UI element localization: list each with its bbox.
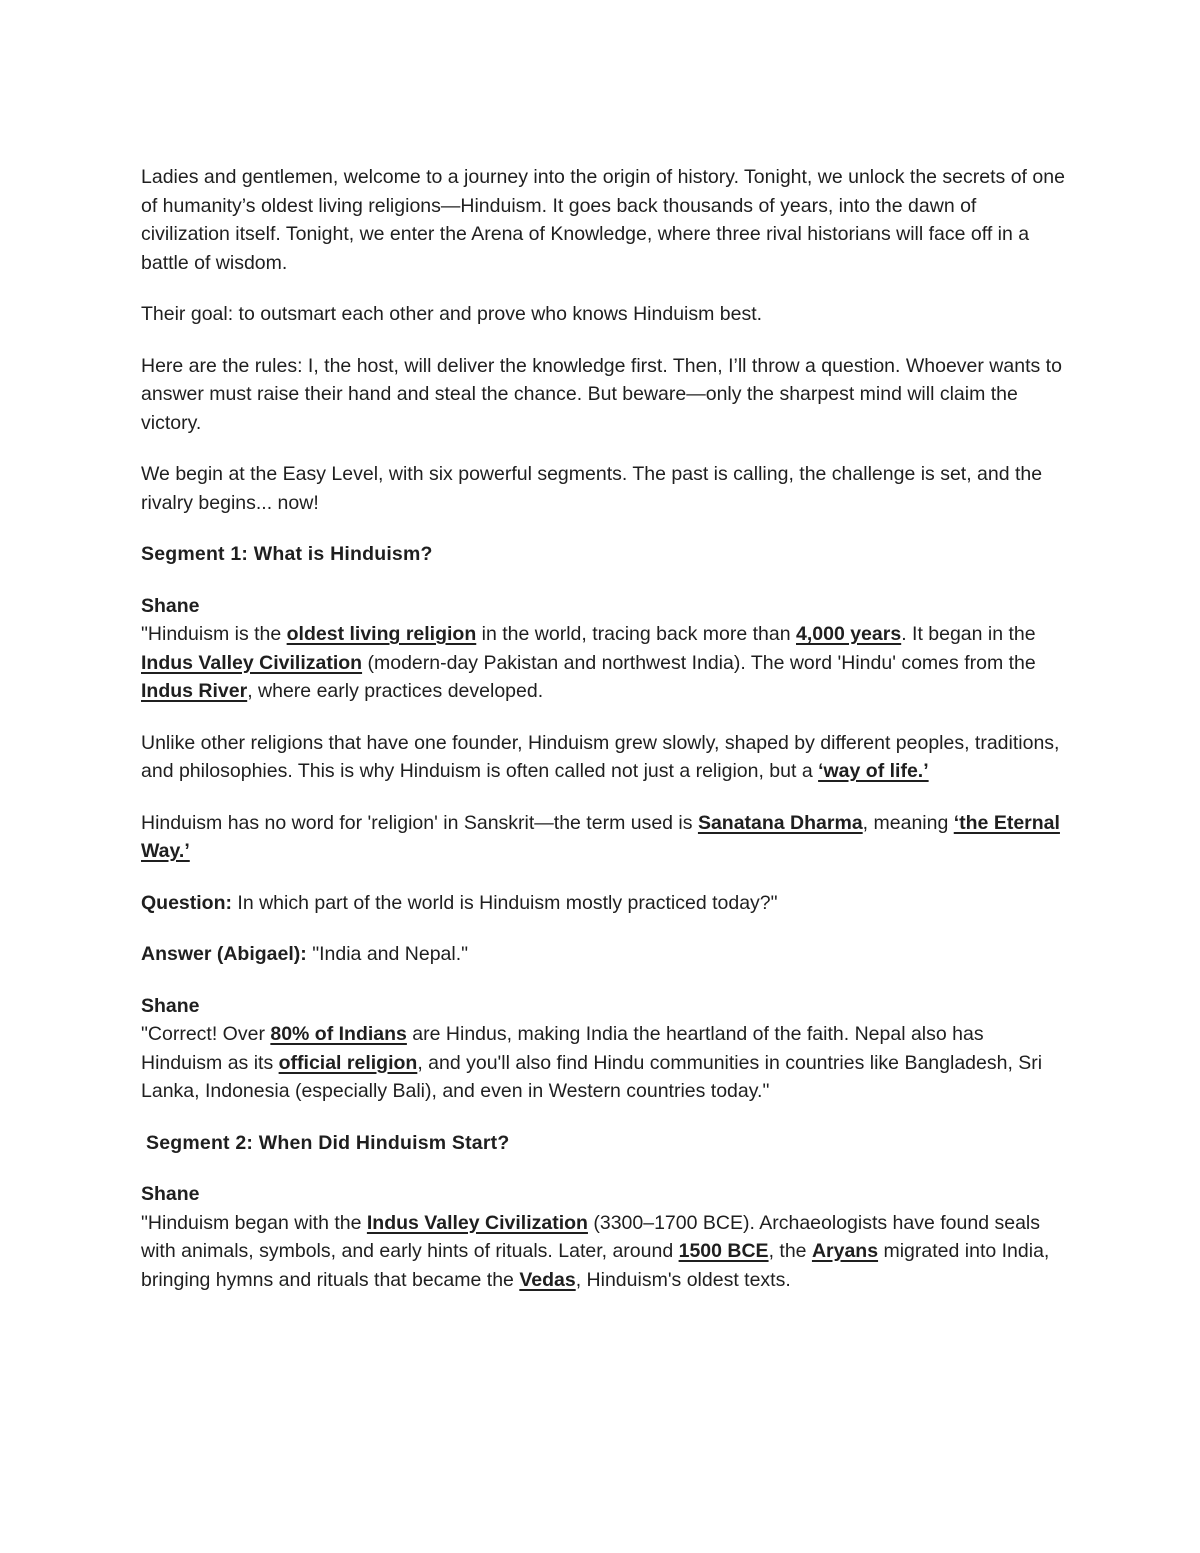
text-run: , and you'll also find Hindu communities in countries like Bangladesh, Sri Lanka, Indonesia (especially Bali), and even in Western countries today." — [141, 1051, 1043, 1102]
keyword: Indus Valley Civilization — [366, 1211, 588, 1234]
segment-1-sanatana-dharma — [141, 809, 1066, 866]
text-run: , Hinduism's oldest texts. — [575, 1268, 791, 1291]
text-run: in the world, tracing back more than — [476, 623, 796, 645]
intro-paragraph-2: Their goal: to outsmart each other and prove who knows Hinduism best. — [141, 303, 763, 325]
text-run: , meaning — [862, 811, 954, 834]
intro-paragraph-4: We begin at the Easy Level, with six powerful segments. The past is calling, the challenge is set, and the rivalry begins... now! — [141, 463, 1043, 514]
keyword: Sanatana Dharma — [697, 811, 863, 834]
question-label: Question: — [141, 891, 232, 914]
keyword: 80% of Indians — [270, 1023, 407, 1045]
keyword: Vedas — [519, 1268, 576, 1291]
text-run: are Hindus, making India the heartland of the faith. Nepal also has Hinduism as its — [141, 1023, 984, 1074]
segment-1-way-of-life — [141, 729, 1066, 786]
intro-paragraph-1: Ladies and gentlemen, welcome to a journey into the origin of history. Tonight, we unlock the secrets of one of humanity’s oldest living religions—Hinduism. It goes back thousands of years, into the dawn of civilization itself. Tonight, we enter the Arena of Knowledge, where three rival historians will face off in a battle of wisdom. — [141, 166, 1065, 274]
segment-1-question — [141, 889, 1066, 918]
segment-1-shane-intro — [141, 592, 1066, 706]
keyword: Indus River — [141, 680, 248, 702]
text-run: , the — [768, 1240, 812, 1262]
segment-2-heading: Segment 2: When Did Hinduism Start? — [146, 1131, 510, 1154]
keyword: official religion — [278, 1051, 418, 1074]
segment-1-shane-response — [141, 992, 1066, 1106]
keyword: Indus Valley Civilization — [141, 651, 363, 674]
speaker-name: Shane — [141, 594, 200, 617]
segment-1-answer — [141, 940, 1066, 969]
text-run: Unlike other religions that have one founder, Hinduism grew slowly, shaped by different peoples, traditions, and philosophies. This is why Hinduism is often called not just a religion, but a — [141, 731, 1060, 782]
text-run: (modern-day Pakistan and northwest India). The word 'Hindu' comes from the — [362, 651, 1036, 674]
text-run: migrated into India, bringing hymns and rituals that became the — [141, 1240, 1050, 1291]
answer-label: Answer (Abigael): — [141, 943, 307, 965]
text-run: (3300–1700 BCE). Archaeologists have found seals with animals, symbols, and early hints of rituals. Later, around — [141, 1211, 1040, 1262]
text-run: . It began in the — [901, 623, 1036, 645]
speaker-name: Shane — [141, 994, 200, 1017]
segment-1-heading: Segment 1: What is Hinduism? — [141, 543, 433, 565]
text-run: "Correct! Over — [141, 1023, 271, 1045]
text-run: Hinduism has no word for 'religion' in Sanskrit—the term used is — [141, 811, 698, 834]
text-run: "Hinduism is the — [141, 623, 287, 645]
text-run: "Hinduism began with the — [141, 1211, 367, 1234]
segment-2-shane-intro — [141, 1180, 1066, 1294]
speaker-name: Shane — [141, 1183, 200, 1205]
document-page — [141, 163, 1066, 1317]
text-run: , where early practices developed. — [247, 680, 544, 702]
question-text: In which part of the world is Hinduism mostly practiced today?" — [232, 891, 778, 914]
answer-text: "India and Nepal." — [306, 943, 469, 965]
keyword: Aryans — [811, 1240, 879, 1262]
keyword: oldest living religion — [286, 623, 477, 645]
keyword: 1500 BCE — [678, 1240, 769, 1262]
keyword: ‘way of life.’ — [818, 760, 929, 782]
keyword: 4,000 years — [796, 623, 902, 645]
keyword: ‘the Eternal Way.’ — [141, 811, 1060, 862]
intro-paragraph-3: Here are the rules: I, the host, will deliver the knowledge first. Then, I’ll throw a question. Whoever wants to answer must raise their hand and steal the chance. But beware—only the sharpest mind will claim the victory. — [141, 354, 1062, 434]
